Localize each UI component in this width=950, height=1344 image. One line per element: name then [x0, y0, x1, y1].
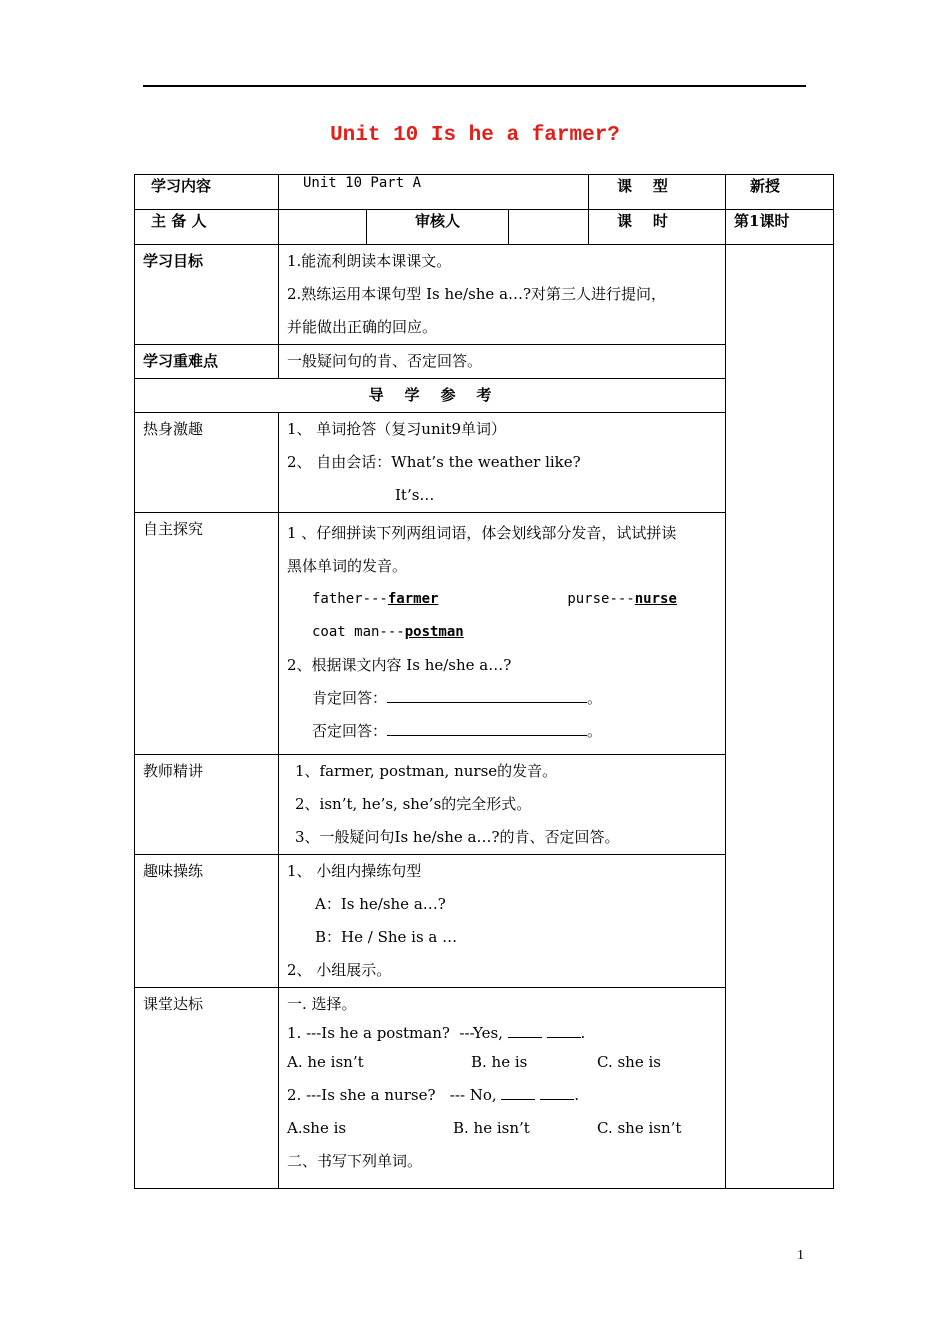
practice-label: 趣味操练 [135, 855, 279, 988]
assess-content [279, 988, 726, 1189]
practice-line-1: 1、 小组内操练句型 [287, 862, 422, 880]
question-1-options [287, 1046, 717, 1079]
warmup-label: 热身激趣 [135, 413, 279, 513]
period-value: 第1课时 [726, 210, 834, 245]
explore-label: 自主探究 [135, 513, 279, 755]
q1-option-c[interactable]: C. she is [597, 1053, 661, 1071]
practice-content [279, 855, 726, 988]
keypoints-content: 一般疑问句的肯、否定回答。 [279, 345, 726, 379]
q2-option-c[interactable]: C. she isn’t [597, 1119, 682, 1137]
assess-writing-heading: 二、书写下列单词。 [287, 1152, 423, 1170]
header-row-2 [135, 210, 834, 245]
guide-heading: 导 学 参 考 [135, 379, 726, 413]
yes-answer-line: 肯定回答： 。 [312, 689, 603, 707]
teacher-label: 教师精讲 [135, 755, 279, 855]
warmup-line-1: 1、 单词抢答（复习unit9单词） [287, 420, 507, 438]
practice-line-3: B：He / She is a … [315, 928, 458, 946]
teacher-line-3: 3、一般疑问句Is he/she a…?的肯、否定回答。 [295, 828, 620, 846]
explore-line-1: 1 、仔细拼读下列两组词语，体会划线部分发音，试试拼读 [287, 524, 677, 542]
goals-row [135, 245, 834, 345]
preparer-value[interactable] [279, 210, 367, 245]
page-number: 1 [797, 1248, 804, 1263]
assess-label: 课堂达标 [135, 988, 279, 1189]
explore-content [279, 513, 726, 755]
q2-blank-2[interactable] [540, 1087, 574, 1100]
goals-label: 学习目标 [135, 245, 279, 345]
question-1: 1. ---Is he a postman? ---Yes, . [287, 1024, 586, 1042]
period-label: 课 时 [589, 210, 726, 245]
warmup-line-3: It’s… [395, 486, 435, 504]
reviewer-value[interactable] [509, 210, 589, 245]
q2-blank-1[interactable] [501, 1087, 535, 1100]
q1-option-b[interactable]: B. he is [471, 1053, 528, 1071]
goal-2: 2.熟练运用本课句型 Is he/she a…?对第三人进行提问， [287, 285, 667, 303]
explore-line-5: 2、根据课文内容 Is he/she a…? [287, 656, 512, 674]
q2-option-a[interactable]: A.she is [287, 1119, 347, 1137]
type-value: 新授 [726, 175, 834, 210]
lesson-table [134, 174, 834, 1189]
explore-line-2: 黑体单词的发音。 [287, 557, 408, 575]
word-group-1: father---farmer purse---nurse [312, 591, 677, 607]
q1-blank-2[interactable] [547, 1025, 581, 1038]
header-row-1 [135, 175, 834, 210]
question-2-options [287, 1112, 717, 1145]
q1-option-a[interactable]: A. he isn’t [287, 1053, 364, 1071]
q2-option-b[interactable]: B. he isn’t [453, 1119, 530, 1137]
reviewer-label: 审核人 [367, 210, 509, 245]
teacher-content [279, 755, 726, 855]
notes-column[interactable] [726, 245, 834, 1189]
goal-1: 1.能流利朗读本课课文。 [287, 252, 452, 270]
practice-line-2: A：Is he/she a…? [315, 895, 446, 913]
question-2: 2. ---Is she a nurse? --- No, . [287, 1086, 580, 1104]
warmup-content [279, 413, 726, 513]
q1-blank-1[interactable] [508, 1025, 542, 1038]
no-answer-blank[interactable] [387, 721, 587, 736]
word-group-2: coat man---postman [312, 624, 464, 640]
teacher-line-1: 1、farmer, postman, nurse的发音。 [295, 762, 558, 780]
warmup-line-2: 2、 自由会话：What’s the weather like? [287, 453, 581, 471]
header-rule [143, 85, 806, 87]
keypoints-label: 学习重难点 [135, 345, 279, 379]
no-answer-line: 否定回答： 。 [312, 722, 603, 740]
goal-3: 并能做出正确的回应。 [287, 318, 438, 336]
assess-heading: 一. 选择。 [287, 995, 357, 1013]
yes-answer-blank[interactable] [387, 688, 587, 703]
goals-content [279, 245, 726, 345]
content-label: 学习内容 [135, 175, 279, 210]
content-value: Unit 10 Part A [279, 175, 589, 210]
page-title: Unit 10 Is he a farmer? [330, 124, 620, 147]
type-label: 课 型 [589, 175, 726, 210]
preparer-label: 主 备 人 [135, 210, 279, 245]
practice-line-4: 2、 小组展示。 [287, 961, 392, 979]
teacher-line-2: 2、isn’t, he’s, she’s的完全形式。 [295, 795, 532, 813]
